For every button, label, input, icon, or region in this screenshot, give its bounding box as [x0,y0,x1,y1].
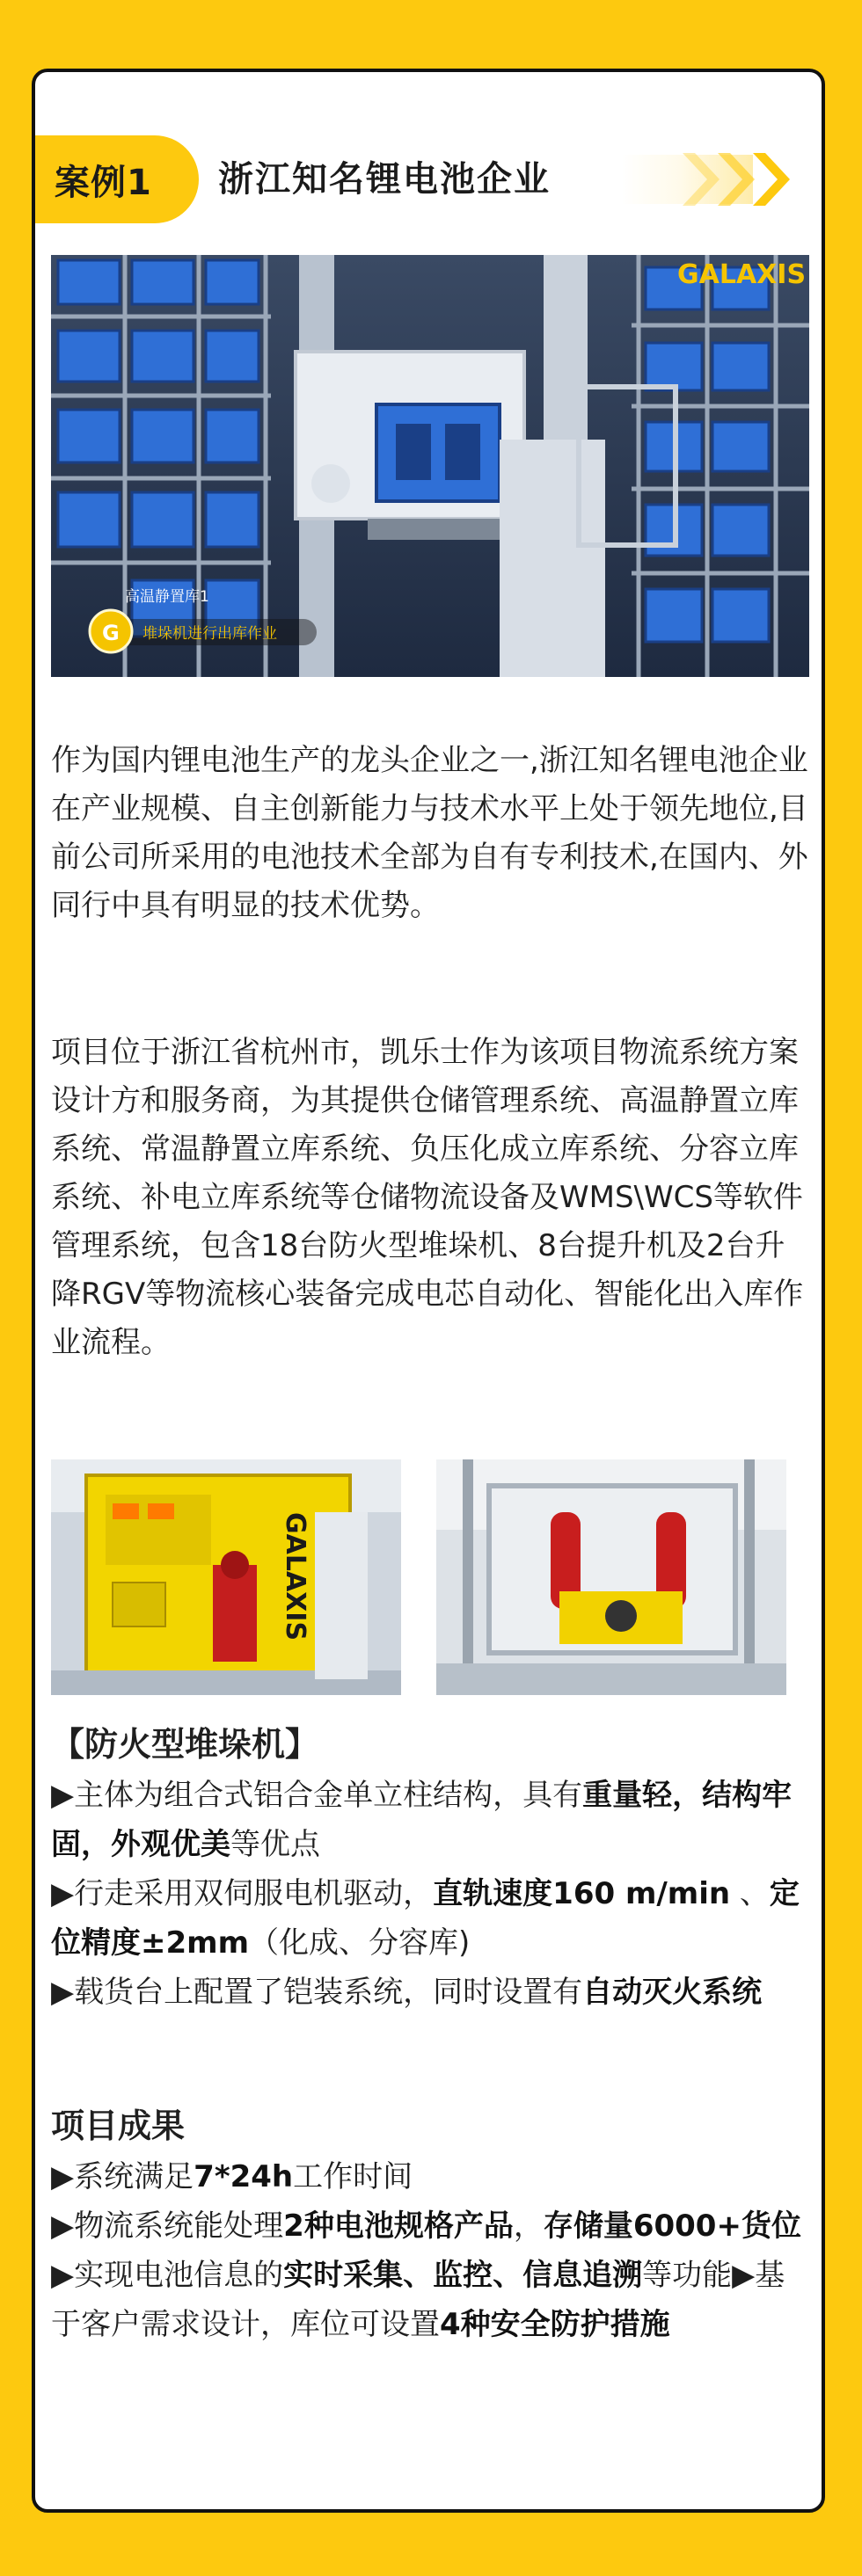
fireproof-stacker-section [51,1718,809,2017]
case-header [35,135,822,223]
section1-bullet-3: ▶载货台上配置了铠装系统，同时设置有自动灭火系统 [51,1975,763,2010]
case-title: 浙江知名锂电池企业 [218,159,551,200]
main-photo-label-bottom: 堆垛机进行出库作业 [142,625,277,643]
main-photo-label-top: 高温静置库1 [125,588,209,606]
case-tag: 案例1 [35,135,199,223]
fire-suppression-photo [436,1459,786,1695]
svg-text:G: G [102,621,120,645]
section1-bullet-2: ▶行走采用双伺服电机驱动，直轨速度160 m/min 、定位精度±2mm（化成、分容库) [51,1876,800,1961]
case-card [32,69,825,2513]
left-photo-brand: GALAXIS [280,1512,310,1641]
section2-bullet-3-4: ▶实现电池信息的实时采集、监控、信息追溯等功能▶基于客户需求设计，库位可设置4种安全防护措施 [51,2258,785,2342]
section1-bullet-1: ▶主体为组合式铝合金单立柱结构，具有重量轻，结构牢固，外观优美等优点 [51,1778,793,1862]
chevrons-decoration-icon [621,146,806,213]
stacker-crane-photo [51,1459,401,1695]
section2-bullet-1: ▶系统满足7*24h工作时间 [51,2159,413,2194]
warehouse-stacker-photo [51,255,809,677]
section1-heading: 【防火型堆垛机】 [51,1725,319,1764]
paragraph-project: 项目位于浙江省杭州市，凯乐士作为该项目物流系统方案设计方和服务商，为其提供仓储管理系统、高温静置立库系统、常温静置立库系统、负压化成立库系统、分容立库系统、补电立库系统等仓储物流设备及WMS\WCS等软件管理系统，包含18台防火型堆垛机、8台提升机及2台升降RGV等物流核心装备完成电芯自动化、智能化出入库作业流程。 [51,1035,804,1360]
main-photo-brand: GALAXIS [677,259,807,290]
project-results-section [51,2099,809,2349]
section2-bullet-2: ▶物流系统能处理2种电池规格产品，存储量6000+货位 [51,2209,801,2244]
paragraph-intro: 作为国内锂电池生产的龙头企业之一,浙江知名锂电池企业在产业规模、自主创新能力与技术水平上处于领先地位,目前公司所采用的电池技术全部为自有专利技术,在国内、外同行中具有明显的技术优势。 [51,743,808,923]
section2-heading: 项目成果 [51,2107,186,2145]
